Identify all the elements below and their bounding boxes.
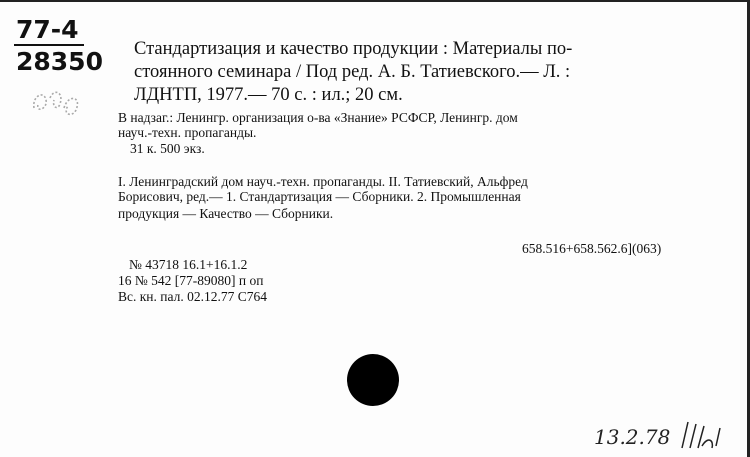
registry-line-2: 16 № 542 [77-89080] п оп	[118, 273, 264, 288]
shelf-mark-rule	[14, 44, 84, 46]
note-line-1: В надзаг.: Ленингр. организация о-ва «Знание» РСФСР, Ленингр. дом	[118, 110, 518, 125]
card-top-border	[0, 0, 750, 2]
registry-line-1: № 43718 16.1+16.1.2	[129, 257, 248, 272]
note-line-2: науч.-техн. пропаганды.	[118, 125, 257, 140]
title-line-1: Стандартизация и качество продукции : Материалы по-	[134, 39, 573, 59]
shelf-mark-line2: 28350	[16, 47, 103, 76]
registry-line-3: Вс. кн. пал. 02.12.77 С764	[118, 289, 267, 304]
title-line-2: стоянного семинара / Под ред. А. Б. Татиевского.— Л. :	[134, 62, 571, 82]
shelf-mark-line1: 77-4	[16, 15, 79, 44]
tracing-line-1: I. Ленинградский дом науч.-техн. пропаганды. II. Татиевский, Альфред	[118, 174, 528, 189]
pencil-scribble-mark	[28, 78, 98, 128]
title-line-3: ЛДНТП, 1977.— 70 с. : ил.; 20 см.	[134, 85, 403, 105]
udc-classification: 658.516+658.562.6](063)	[522, 241, 662, 256]
handwritten-date-text: 13.2.78	[594, 425, 671, 449]
tracing-line-2: Борисович, ред.— 1. Стандартизация — Сборники. 2. Промышленная	[118, 189, 521, 204]
card-punch-hole	[347, 354, 399, 406]
price-print-run: 31 к. 500 экз.	[130, 141, 205, 156]
tracing-line-3: продукция — Качество — Сборники.	[118, 206, 334, 221]
handwritten-date	[590, 418, 730, 454]
